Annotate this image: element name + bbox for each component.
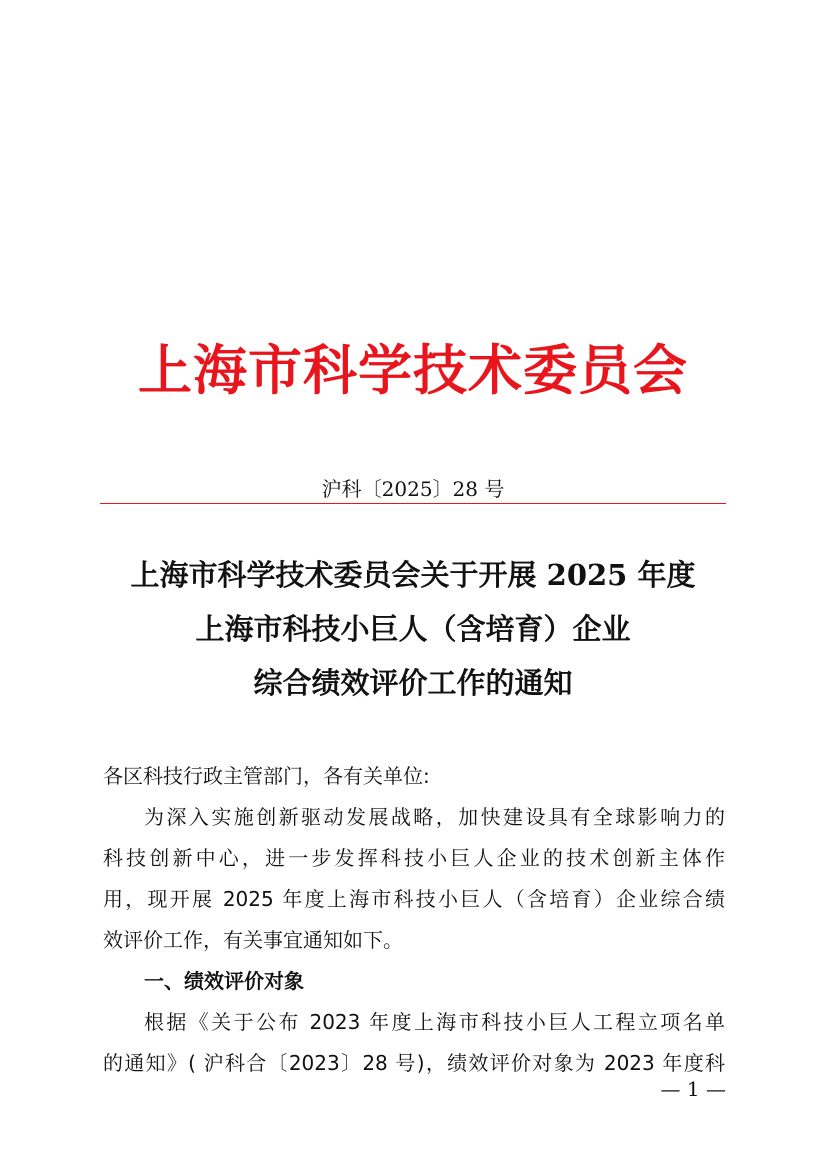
document-body: [103, 756, 725, 1084]
paragraph-1-line: 用，现开展 2025 年度上海市科技小巨人（含培育）企业综合绩: [103, 887, 725, 911]
document-title: [0, 548, 826, 710]
paragraph-2-line: 的通知》( 沪科合〔2023〕28 号)，绩效评价对象为 2023 年度科: [103, 1051, 725, 1075]
title-line-2: 上海市科技小巨人（含培育）企业: [195, 612, 631, 646]
issuing-organization-header: 上海市科学技术委员会: [138, 338, 688, 402]
page-number: — 1 —: [660, 1077, 726, 1101]
title-line-1: 上海市科学技术委员会关于开展 2025 年度: [130, 558, 696, 592]
paragraph-2-line: 根据《关于公布 2023 年度上海市科技小巨人工程立项名单: [144, 1010, 725, 1034]
title-line-3: 综合绩效评价工作的通知: [253, 666, 573, 700]
section-heading: 一、绩效评价对象: [144, 969, 304, 993]
paragraph-1-line: 科技创新中心，进一步发挥科技小巨人企业的技术创新主体作: [103, 846, 725, 870]
document-number: 沪科〔2025〕28 号: [321, 477, 505, 501]
paragraph-1-line: 为深入实施创新驱动发展战略，加快建设具有全球影响力的: [144, 805, 725, 829]
paragraph-1-line: 效评价工作，有关事宜通知如下。: [103, 928, 403, 952]
salutation: 各区科技行政主管部门，各有关单位:: [103, 764, 430, 788]
red-divider-line: [100, 503, 726, 504]
